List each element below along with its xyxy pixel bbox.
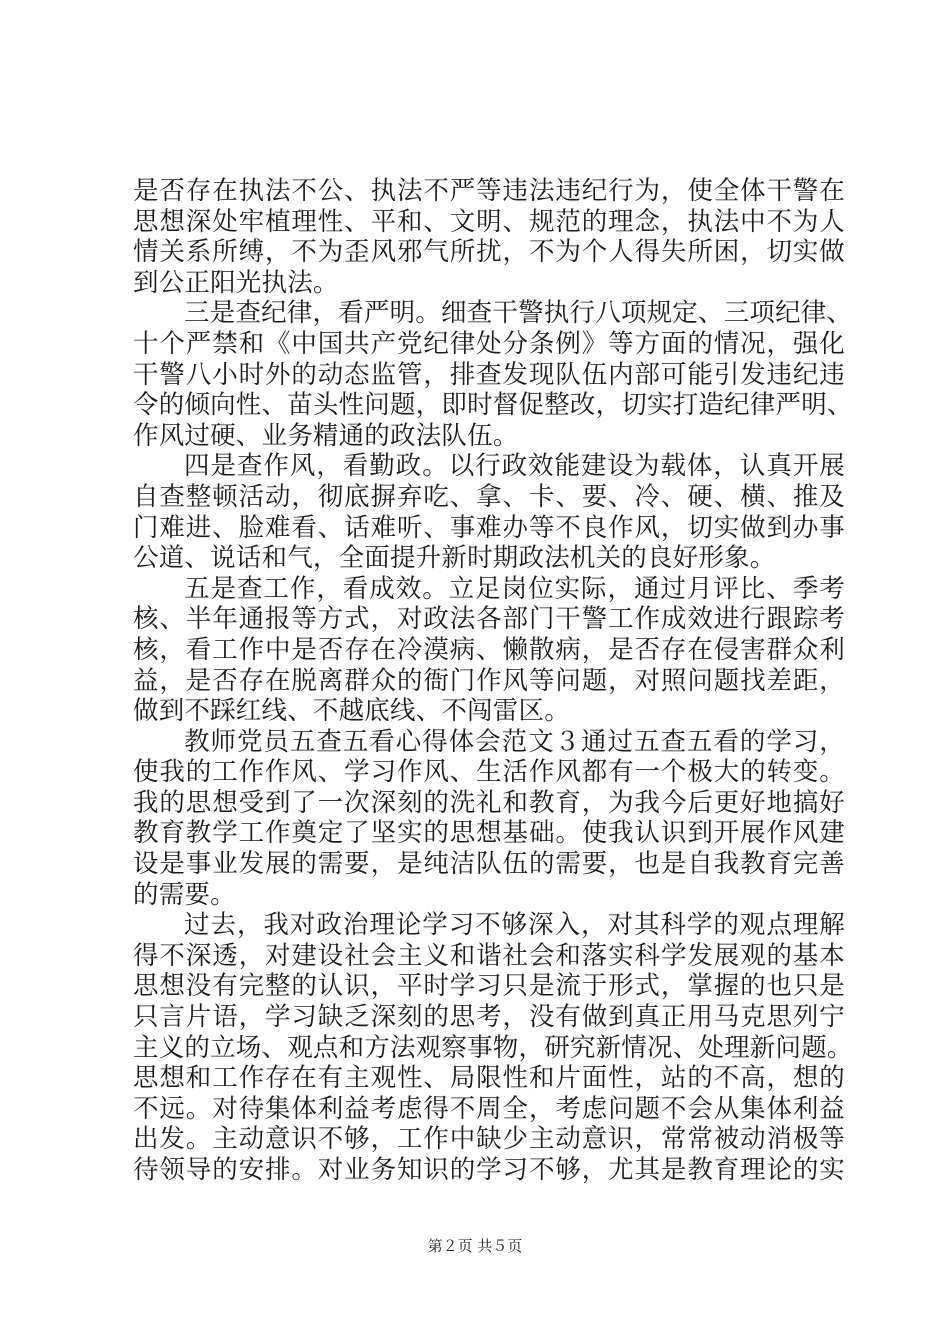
text-line: 教育教学工作奠定了坚实的思想基础。使我认识到开展作风建: [133, 818, 845, 849]
text-line: 设是事业发展的需要，是纯洁队伍的需要，也是自我教育完善: [133, 849, 845, 880]
text-line: 情关系所缚，不为歪风邪气所扰，不为个人得失所困，切实做: [133, 237, 845, 268]
text-line: 不远。对待集体利益考虑得不周全，考虑问题不会从集体利益: [133, 1093, 845, 1124]
text-line: 自查整顿活动，彻底摒弃吃、拿、卡、要、冷、硬、横、推及: [133, 481, 845, 512]
text-line: 到公正阳光执法。: [133, 267, 339, 298]
page-number-footer: 第２页 共５页: [427, 1237, 523, 1255]
text-line: 做到不踩红线、不越底线、不闯雷区。: [133, 696, 570, 727]
text-line: 四是查作风，看勤政。以行政效能建设为载体，认真开展: [184, 451, 845, 482]
text-line: 是否存在执法不公、执法不严等违法违纪行为，使全体干警在: [133, 176, 845, 206]
text-line: 待领导的安排。对业务知识的学习不够，尤其是教育理论的实: [133, 1155, 845, 1185]
text-line: 五是查工作，看成效。立足岗位实际，通过月评比、季考: [184, 573, 845, 604]
document-body: [133, 176, 853, 1186]
text-line: 思想深处牢植理性、平和、文明、规范的理念，执法中不为人: [133, 206, 845, 237]
text-line: 主义的立场、观点和方法观察事物，研究新情况、处理新问题。: [133, 1032, 853, 1063]
text-line: 只言片语，学习缺乏深刻的思考，没有做到真正用马克思列宁: [133, 1002, 845, 1033]
text-line: 过去，我对政治理论学习不够深入，对其科学的观点理解: [184, 910, 845, 941]
text-line: 三是查纪律，看严明。细查干警执行八项规定、三项纪律、: [184, 298, 853, 329]
text-line: 的需要。: [133, 879, 236, 910]
text-line: 教师党员五查五看心得体会范文３通过五查五看的学习，: [184, 726, 845, 757]
text-line: 得不深透，对建设社会主义和谐社会和落实科学发展观的基本: [133, 940, 845, 971]
text-line: 我的思想受到了一次深刻的洗礼和教育，为我今后更好地搞好: [133, 787, 845, 818]
text-line: 核，看工作中是否存在冷漠病、懒散病，是否存在侵害群众利: [133, 634, 845, 665]
text-line: 公道、说话和气，全面提升新时期政法机关的良好形象。: [133, 543, 776, 574]
text-line: 作风过硬、业务精通的政法队伍。: [133, 420, 519, 451]
text-line: 使我的工作作风、学习作风、生活作风都有一个极大的转变。: [133, 757, 845, 788]
text-line: 思想和工作存在有主观性、局限性和片面性，站的不高，想的: [133, 1063, 845, 1094]
text-line: 出发。主动意识不够，工作中缺少主动意识，常常被动消极等: [133, 1124, 845, 1155]
text-line: 核、半年通报等方式，对政法各部门干警工作成效进行跟踪考: [133, 604, 845, 635]
text-line: 令的倾向性、苗头性问题，即时督促整改，切实打造纪律严明、: [133, 390, 853, 421]
text-line: 干警八小时外的动态监管，排查发现队伍内部可能引发违纪违: [133, 359, 845, 390]
text-line: 益，是否存在脱离群众的衙门作风等问题，对照问题找差距，: [133, 665, 845, 696]
text-line: 门难进、脸难看、话难听、事难办等不良作风，切实做到办事: [133, 512, 845, 543]
text-line: 十个严禁和《中国共产党纪律处分条例》等方面的情况，强化: [133, 328, 845, 359]
text-line: 思想没有完整的认识，平时学习只是流于形式，掌握的也只是: [133, 971, 845, 1002]
